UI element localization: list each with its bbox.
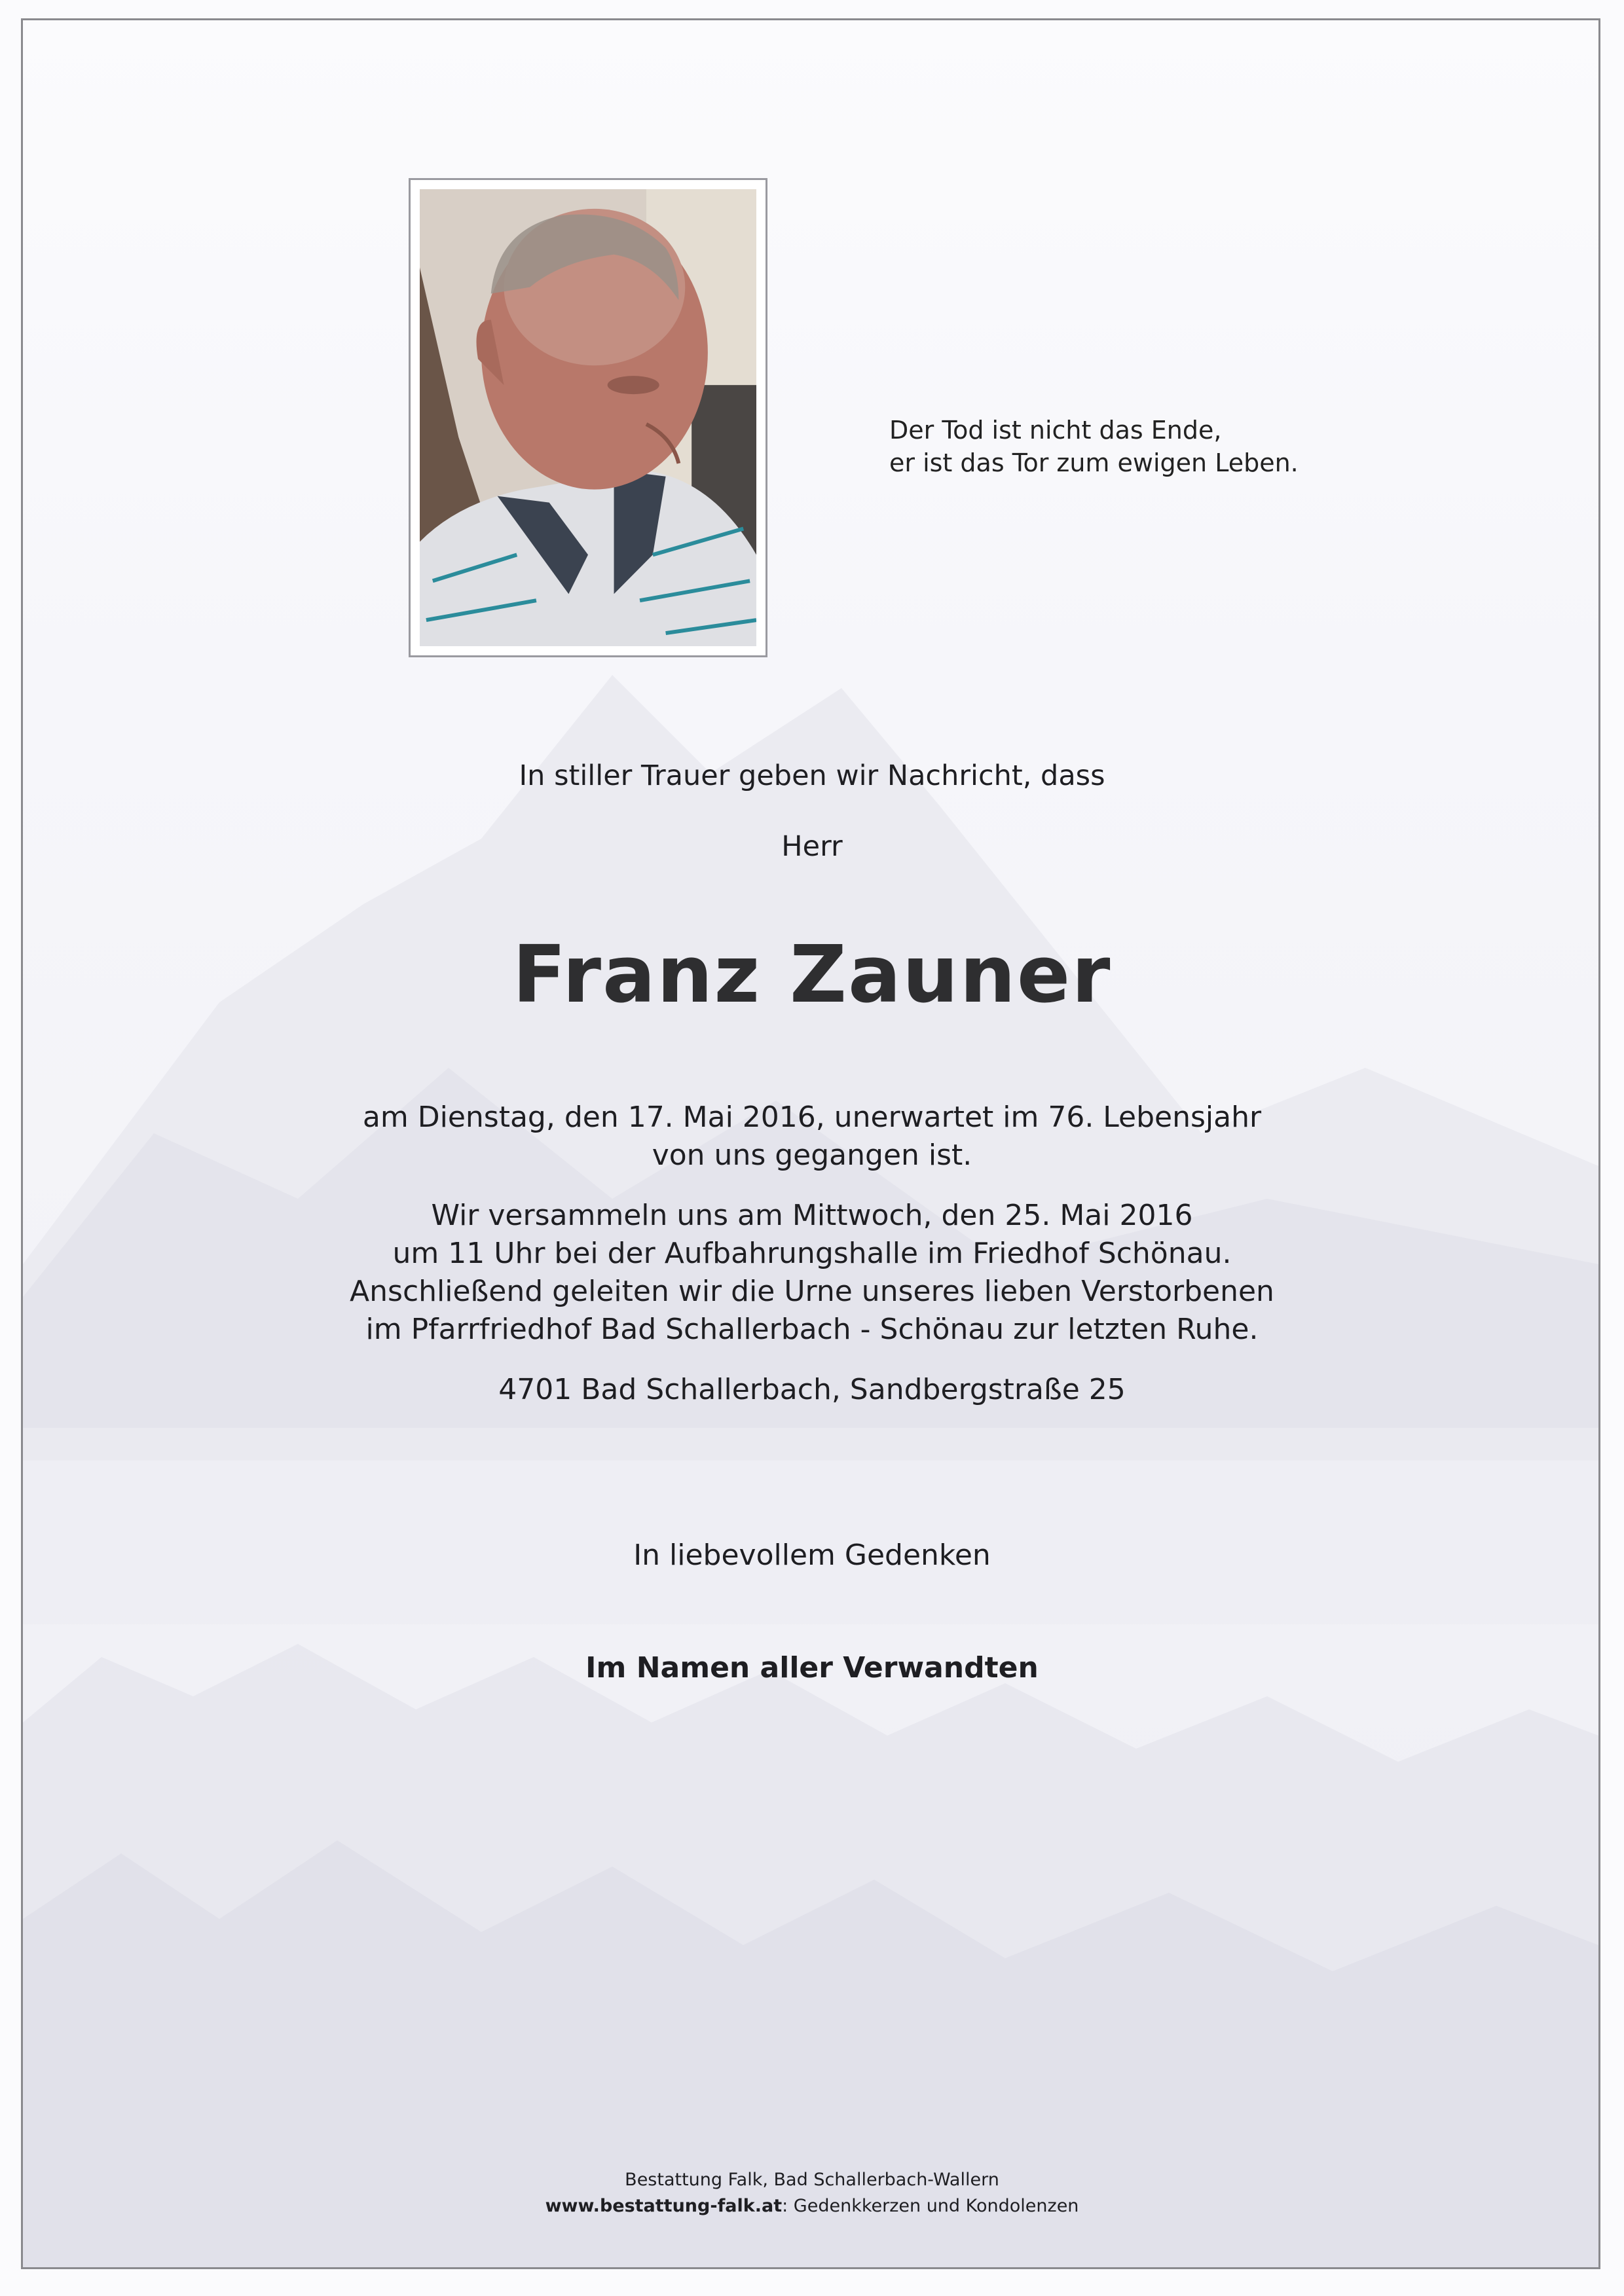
ceremony-line: Wir versammeln uns am Mittwoch, den 25. Mai 2016: [431, 1199, 1193, 1232]
footer-company: Bestattung Falk, Bad Schallerbach-Wallern: [625, 2170, 999, 2190]
family-signature: Im Namen aller Verwandten: [585, 1651, 1039, 1685]
footer-website-line: [0, 2193, 1624, 2219]
portrait-photo: [409, 178, 767, 657]
death-notice-line: von uns gegangen ist.: [652, 1139, 972, 1172]
death-notice: [0, 1099, 1624, 1175]
deceased-name: Franz Zauner: [512, 930, 1112, 1021]
announcement-intro: In stiller Trauer geben wir Nachricht, dass: [519, 759, 1105, 792]
ceremony-details: [0, 1197, 1624, 1349]
quote: [889, 414, 1348, 479]
memory-line: In liebevollem Gedenken: [633, 1539, 991, 1572]
death-notice-line: am Dienstag, den 17. Mai 2016, unerwartet im 76. Lebensjahr: [362, 1101, 1262, 1134]
ceremony-line: im Pfarrfriedhof Bad Schallerbach - Schönau zur letzten Ruhe.: [365, 1313, 1259, 1346]
announcement-title: Herr: [781, 830, 843, 863]
quote-line: er ist das Tor zum ewigen Leben.: [889, 448, 1299, 477]
footer: [0, 2167, 1624, 2219]
address: 4701 Bad Schallerbach, Sandbergstraße 25: [498, 1373, 1126, 1406]
quote-line: Der Tod ist nicht das Ende,: [889, 416, 1222, 445]
footer-website-link[interactable]: www.bestattung-falk.at: [545, 2196, 783, 2216]
ceremony-line: um 11 Uhr bei der Aufbahrungshalle im Friedhof Schönau.: [392, 1237, 1232, 1270]
ceremony-line: Anschließend geleiten wir die Urne unseres lieben Verstorbenen: [350, 1275, 1274, 1308]
footer-website-suffix: : Gedenkkerzen und Kondolenzen: [782, 2196, 1079, 2216]
